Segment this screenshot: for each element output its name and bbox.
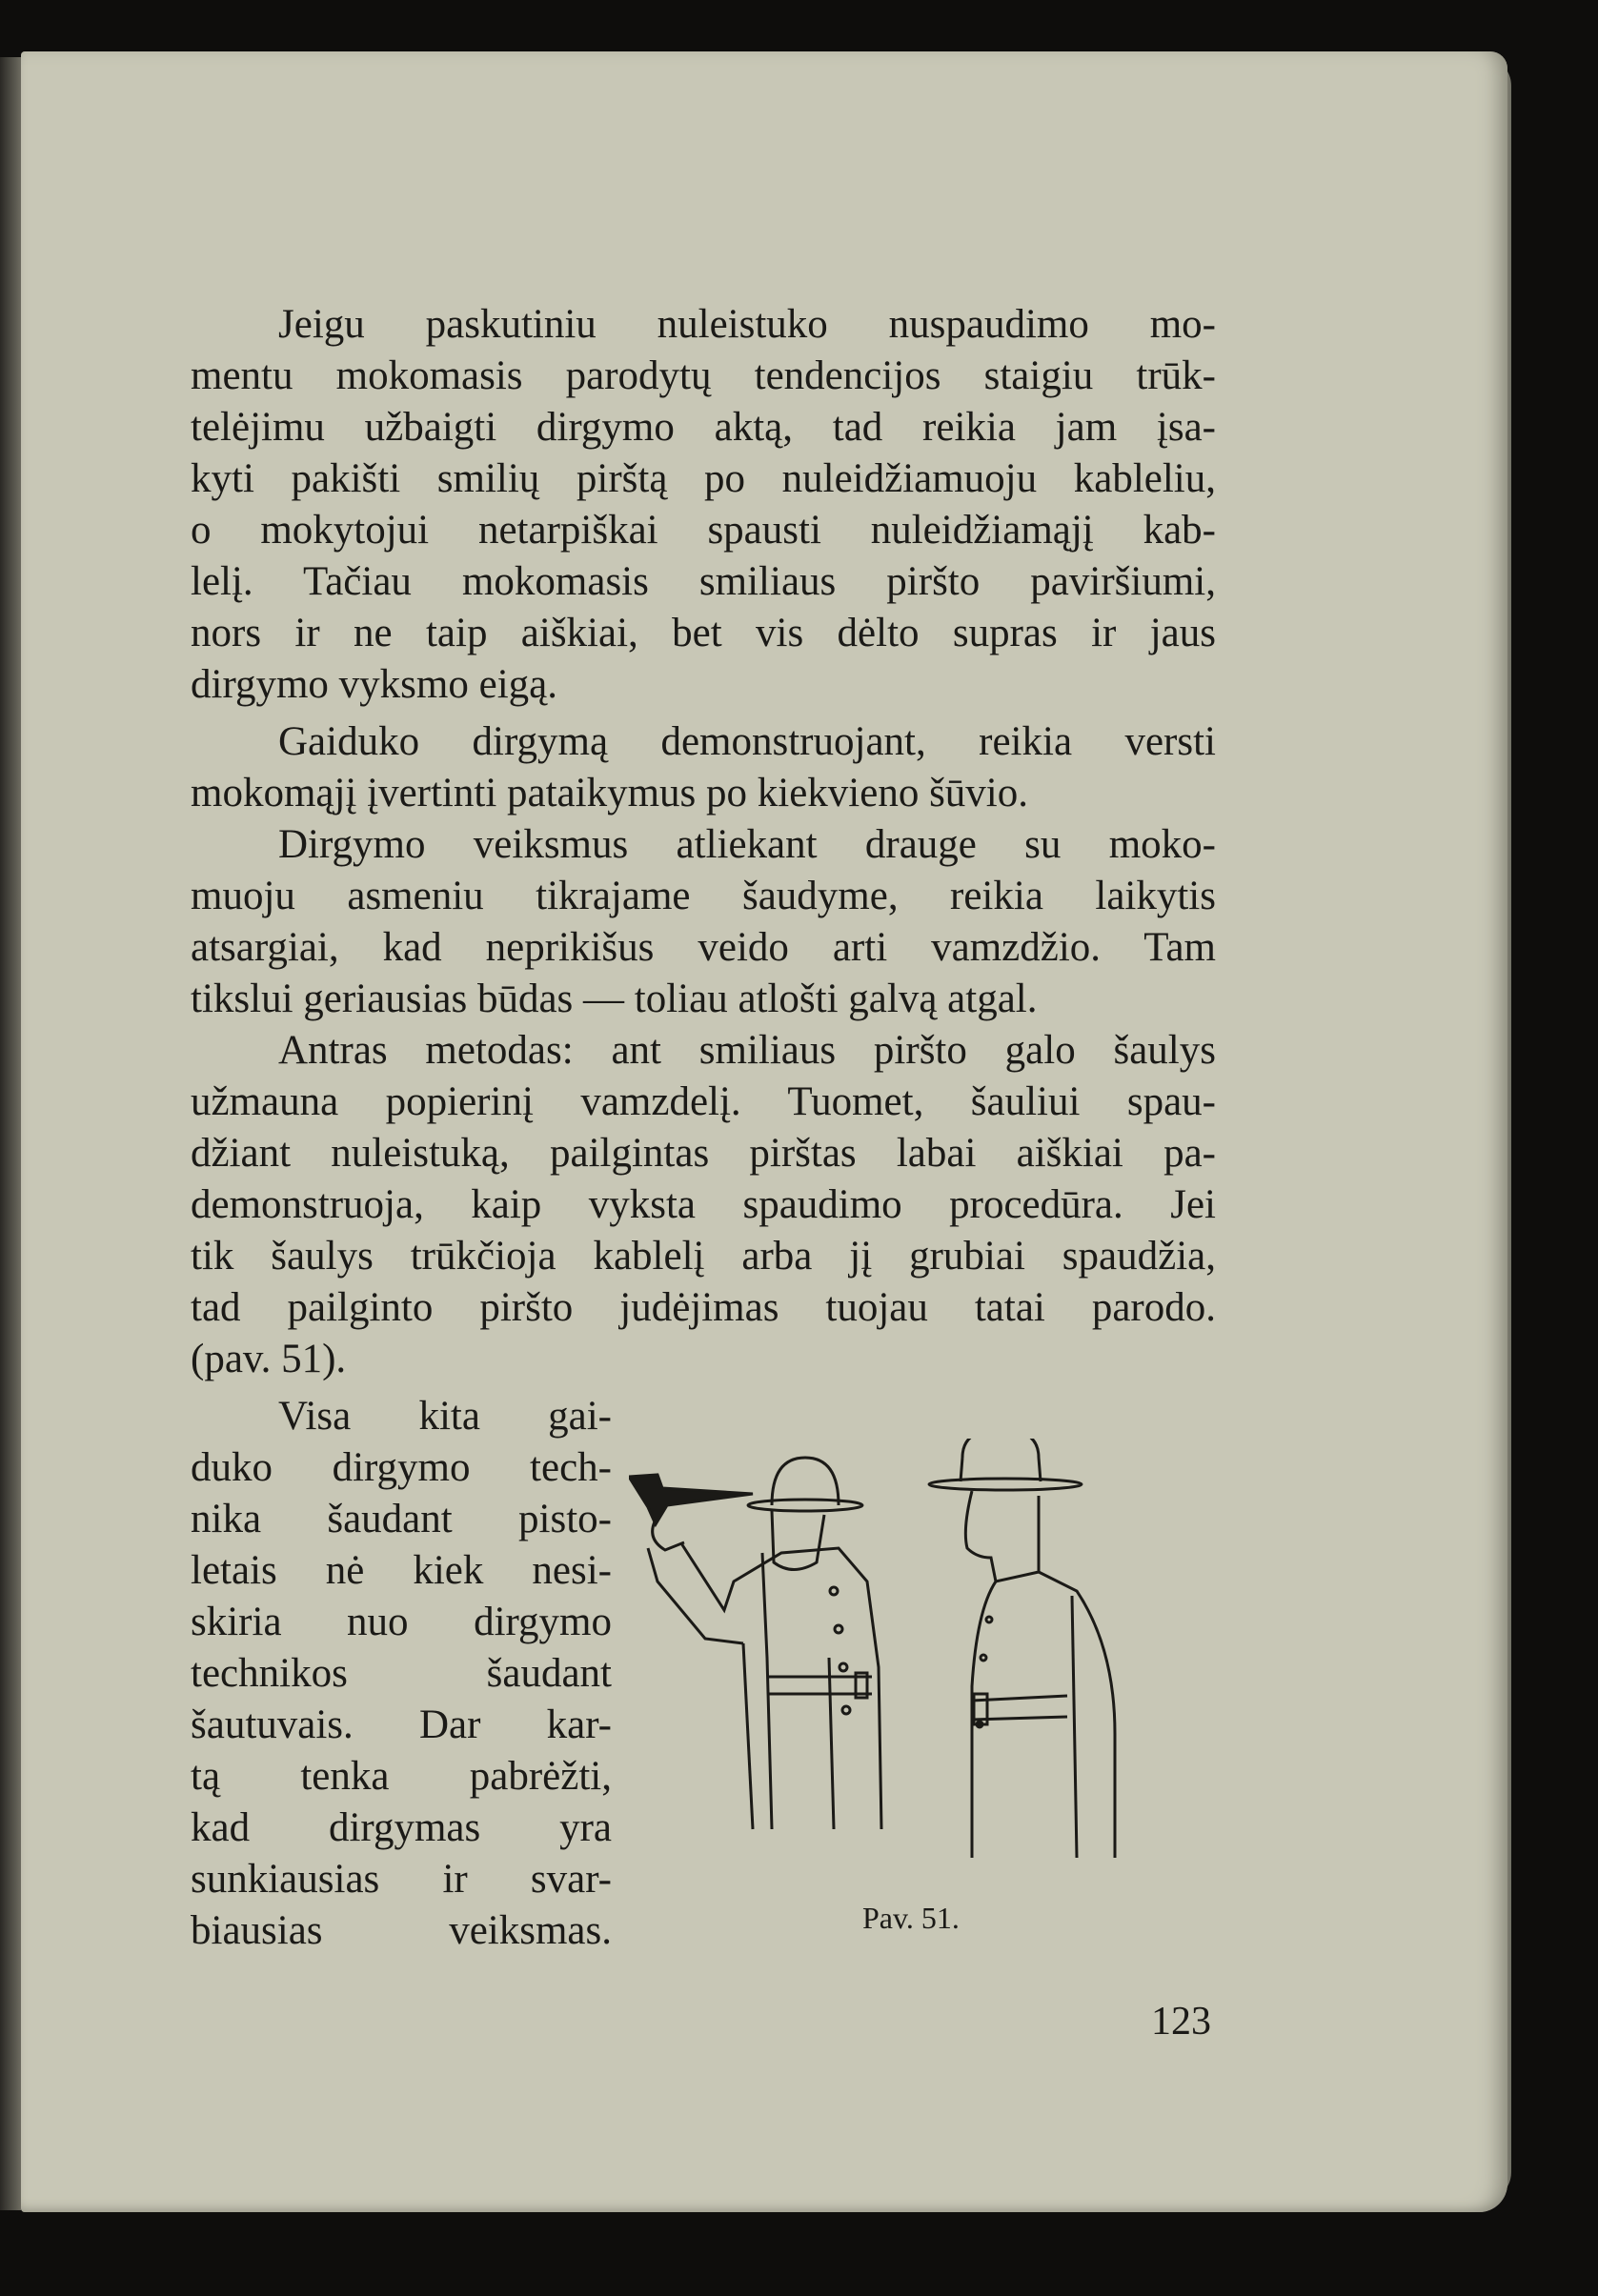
text-line: užmauna popierinį vamzdelį. Tuomet, šauliui spau- — [191, 1079, 1216, 1124]
text-line: džiant nuleistuką, pailgintas pirštas labai aiškiai pa- — [191, 1131, 1216, 1176]
text-line: nors ir ne taip aiškiai, bet vis dėlto supras ir jaus — [191, 611, 1216, 655]
text-line: Dirgymo veiksmus atliekant drauge su moko- — [278, 822, 1216, 867]
text-line: demonstruoja, kaip vyksta spaudimo procedūra. Jei — [191, 1182, 1216, 1227]
text-line: telėjimu užbaigti dirgymo aktą, tad reikia jam įsa- — [191, 405, 1216, 450]
text-line: muoju asmeniu tikrajame šaudyme, reikia laikytis — [191, 874, 1216, 918]
text-line: tikslui geriausias būdas — toliau atlošti galvą atgal. — [191, 977, 1038, 1021]
text-line: Jeigu paskutiniu nuleistuko nuspaudimo mo- — [278, 302, 1216, 347]
text-line: Gaiduko dirgymą demonstruojant, reikia versti — [278, 719, 1216, 764]
text-line: o mokytojui netarpiškai spausti nuleidžiamąjį kab- — [191, 508, 1216, 553]
standing-figure — [929, 1439, 1115, 1858]
text-line: duko dirgymo tech- — [191, 1445, 612, 1490]
text-line: kyti pakišti smilių pirštą po nuleidžiamuoju kableliu, — [191, 456, 1216, 501]
figure-caption: Pav. 51. — [862, 1901, 960, 1935]
page-number: 123 — [1151, 2000, 1211, 2044]
text-line: mokomąjį įvertinti pataikymus po kiekvieno šūvio. — [191, 771, 1029, 816]
text-line: lelį. Tačiau mokomasis smiliaus piršto paviršiumi, — [191, 559, 1216, 604]
text-line: mentu mokomasis parodytų tendencijos staigiu trūk- — [191, 353, 1216, 398]
figure-illustration — [629, 1439, 1201, 1877]
text-line: technikos šaudant — [191, 1651, 612, 1696]
text-line: biausias veiksmas. — [191, 1908, 612, 1953]
text-line: nika šaudant pisto- — [191, 1497, 612, 1541]
text-line: Visa kita gai- — [278, 1394, 612, 1439]
text-line: skiria nuo dirgymo — [191, 1600, 612, 1644]
text-line: šautuvais. Dar kar- — [191, 1702, 612, 1747]
side-text — [191, 1391, 612, 1957]
text-line: letais nė kiek nesi- — [191, 1548, 612, 1593]
text-line: kad dirgymas yra — [191, 1805, 612, 1850]
shooter-figure — [629, 1458, 881, 1829]
main-text — [191, 299, 1216, 1385]
text-line: atsargiai, kad neprikišus veido arti vamzdžio. Tam — [191, 925, 1216, 970]
text-line: Antras metodas: ant smiliaus piršto galo šaulys — [278, 1028, 1216, 1073]
text-line: tik šaulys trūkčioja kablelį arba jį grubiai spaudžia, — [191, 1234, 1216, 1279]
text-line: tad pailginto piršto judėjimas tuojau tatai parodo. — [191, 1285, 1216, 1330]
book-spine-shadow — [0, 57, 21, 2210]
text-line: sunkiausias ir svar- — [191, 1857, 612, 1902]
text-line: tą tenka pabrėžti, — [191, 1754, 612, 1799]
text-line: dirgymo vyksmo eigą. — [191, 662, 557, 707]
text-line: (pav. 51). — [191, 1337, 347, 1381]
